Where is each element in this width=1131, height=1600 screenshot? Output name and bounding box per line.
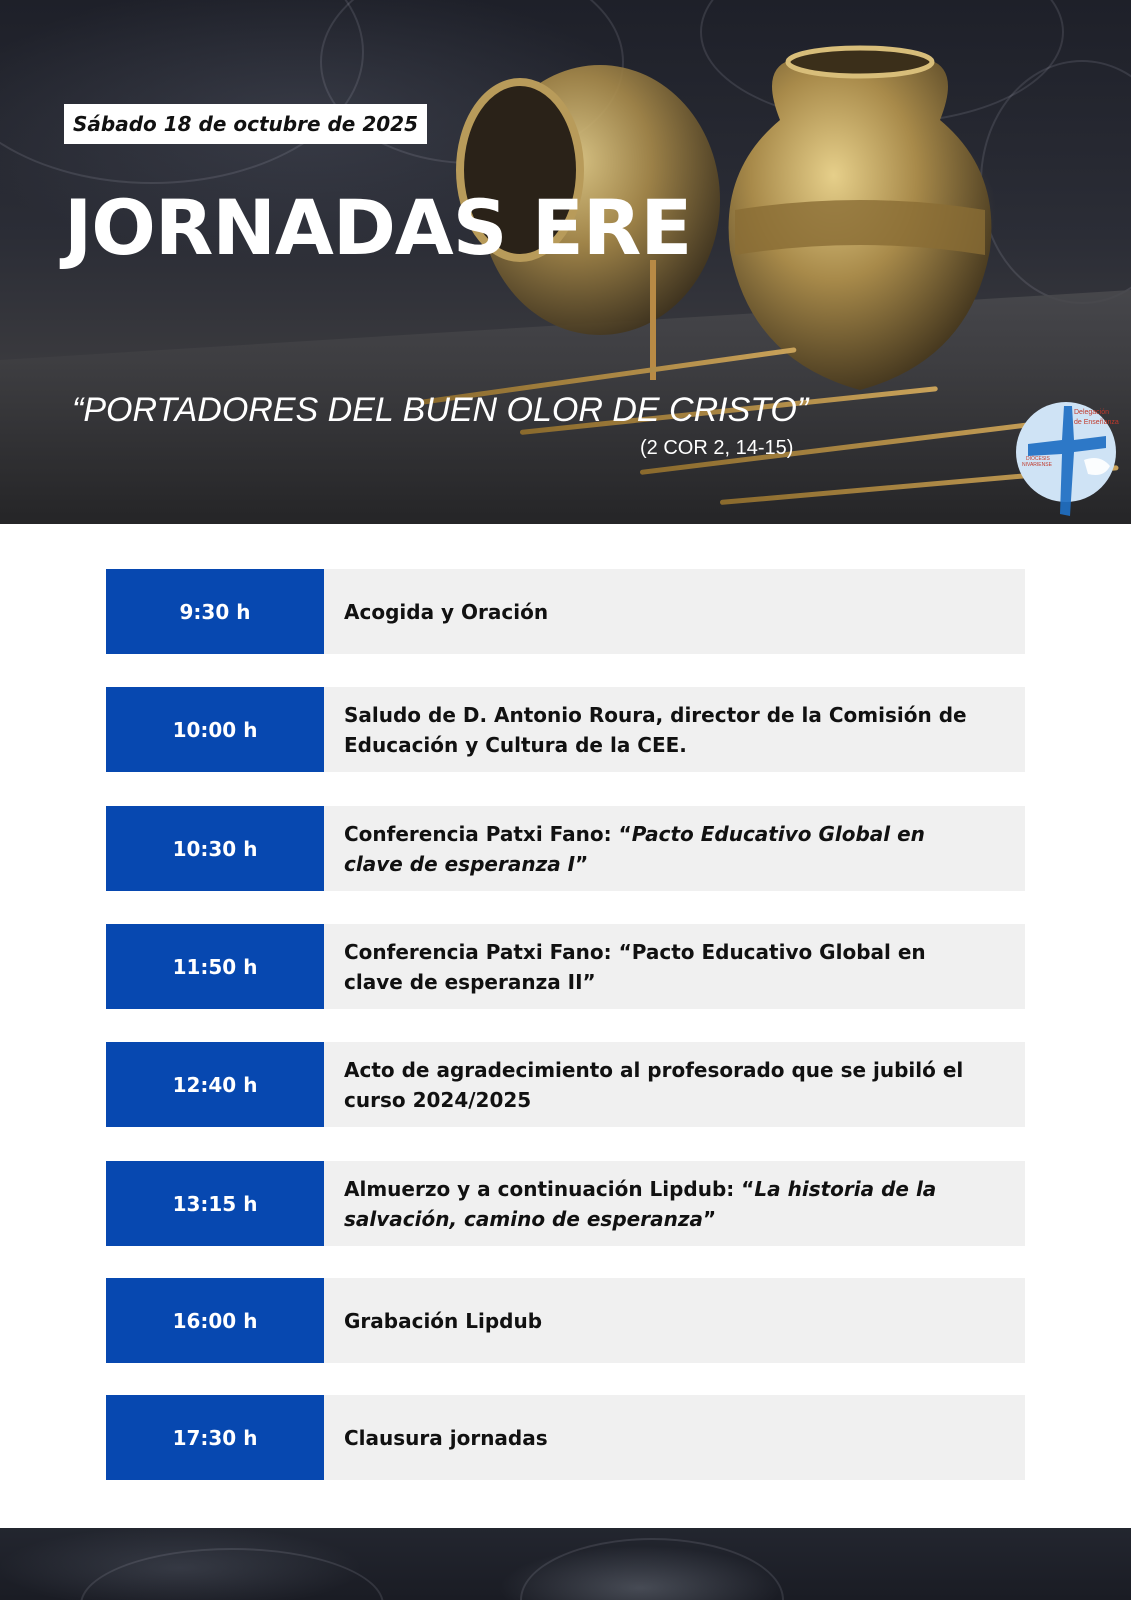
schedule-activity-text: Acogida y Oración [344,599,549,624]
schedule-row [106,1161,1025,1246]
schedule-activity-text: Clausura jornadas [344,1425,548,1450]
schedule-time: 13:15 h [106,1161,324,1246]
smoke-swirl [80,1548,384,1600]
schedule-time: 10:30 h [106,806,324,891]
schedule-activity-text: Acto de agradecimiento al profesorado que se jubiló el curso 2024/2025 [344,1057,964,1112]
schedule-activity [324,806,1025,891]
bible-citation: (2 COR 2, 14-15) [640,437,794,459]
logo-text-line1: Delegación [1074,409,1110,416]
schedule-activity [324,1278,1025,1363]
schedule-activity [324,1395,1025,1480]
schedule-time: 16:00 h [106,1278,324,1363]
schedule-activity-text: Saludo de D. Antonio Roura, director de la Comisión de Educación y Cultura de la CEE. [344,702,967,757]
activity-text-tail: ” [702,1206,717,1231]
schedule-row [106,924,1025,1009]
logo-text-line4: NIVARIENSE [1022,462,1052,468]
schedule-time: 10:00 h [106,687,324,772]
schedule-activity-text [344,1174,977,1234]
activity-text-italic: La historia de la salvación, camino de esperanza [344,1176,937,1231]
schedule-row [106,806,1025,891]
hero-banner [0,0,1131,524]
activity-text-tail: ” [575,851,589,876]
schedule-activity [324,1161,1025,1246]
footer-banner [0,1528,1131,1600]
logo-text-line3: DIÓCESIS [1026,456,1050,462]
schedule-row [106,1395,1025,1480]
schedule-activity [324,569,1025,654]
schedule-time: 11:50 h [106,924,324,1009]
schedule-activity [324,1042,1025,1127]
schedule-activity [324,924,1025,1009]
activity-text-lead: Almuerzo y a continuación Lipdub: “ [344,1176,755,1201]
smoke-swirl [520,1538,784,1600]
schedule-time: 12:40 h [106,1042,324,1127]
event-motto: “PORTADORES DEL BUEN OLOR DE CRISTO” [72,391,809,429]
schedule-row [106,1042,1025,1127]
logo-text-line2: de Enseñanza [1074,419,1119,426]
event-date-badge: Sábado 18 de octubre de 2025 [64,104,427,144]
activity-text-italic: Pacto Educativo Global en clave de esperanza I [344,821,925,876]
schedule-activity-text: Conferencia Patxi Fano: “Pacto Educativo Global en clave de esperanza II” [344,939,926,994]
delegacion-ensenanza-logo [1014,402,1120,518]
schedule-activity [324,687,1025,772]
schedule-activity-text [344,819,977,879]
schedule-row [106,1278,1025,1363]
schedule-row [106,687,1025,772]
schedule-row [106,569,1025,654]
schedule-activity-text: Grabación Lipdub [344,1308,543,1333]
activity-text-lead: Conferencia Patxi Fano: “ [344,821,632,846]
page-title: JORNADAS ERE [64,183,692,272]
schedule-time: 17:30 h [106,1395,324,1480]
schedule-time: 9:30 h [106,569,324,654]
